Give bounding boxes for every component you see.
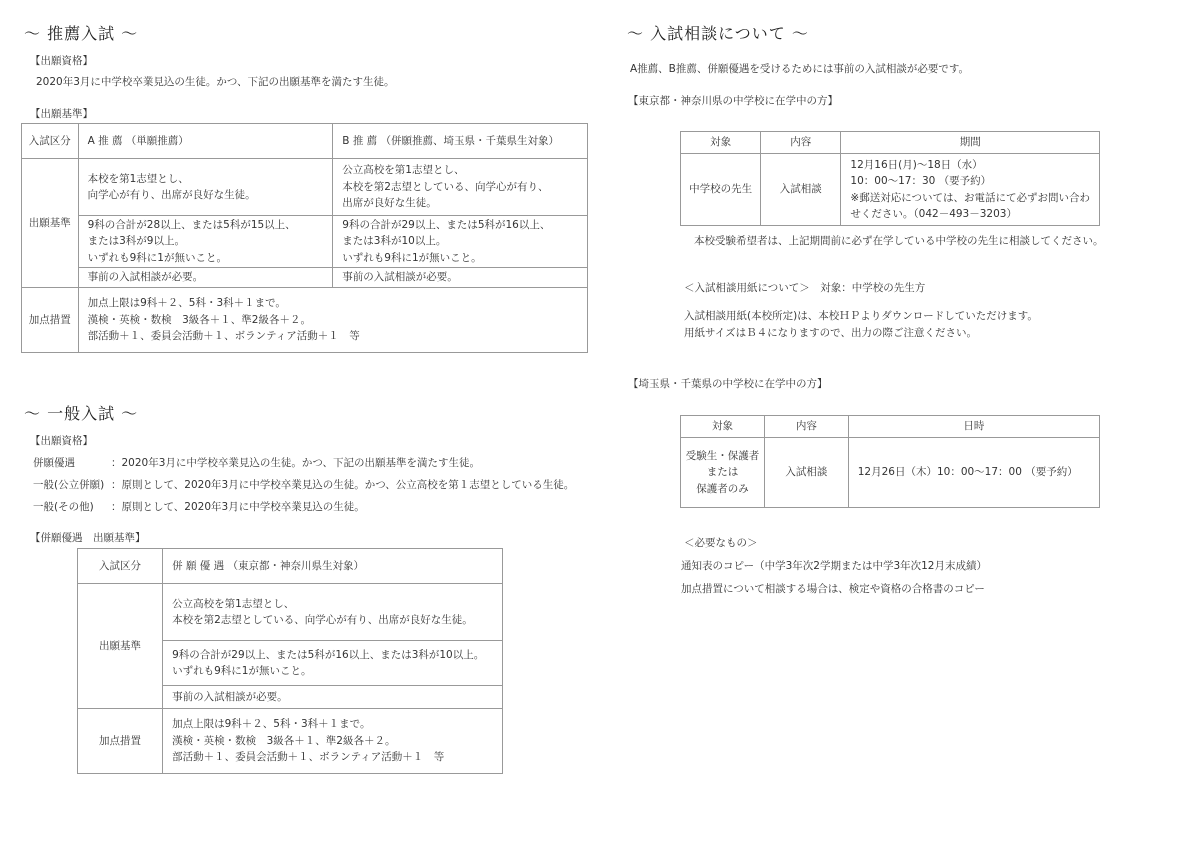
header-content: 内容: [764, 416, 848, 438]
header-b-recommend: B 推 薦 （併願推薦、埼玉県・千葉県生対象）: [333, 124, 588, 159]
recommend-title: ～ 推薦入試 ～: [24, 24, 139, 43]
needs-item: 加点措置について相談する場合は、検定や資格の合格書のコピー: [681, 583, 985, 595]
general-title: ～ 一般入試 ～: [24, 404, 139, 423]
cell-heigan-katen: 加点上限は9科＋２、5科・3科＋１まで。 漢検・英検・数検 3級各＋１、準2級各＋２。 部活動＋１、委員会活動＋１、ボランティア活動＋１ 等: [163, 709, 503, 774]
row-label-katen: 加点措置: [78, 709, 163, 774]
recommend-table: [21, 123, 588, 353]
cell-a-motivation: 本校を第1志望とし、 向学心が有り、出席が良好な生徒。: [78, 159, 333, 216]
cell-content: 入試相談: [761, 154, 841, 226]
general-qual-name: 一般(公立併願): [33, 479, 105, 491]
header-content: 内容: [761, 132, 841, 154]
tokyo-note: 本校受験希望者は、上記期間前に必ず在学している中学校の先生に相談してください。: [694, 235, 1104, 247]
cell-content: 入試相談: [764, 438, 848, 508]
general-qual-row: [33, 477, 574, 492]
cell-b-grades: 9科の合計が29以上、または5科が16以上、 または3科が10以上。 いずれも9科に1が無いこと。: [333, 216, 588, 268]
cell-date: 12月26日（木）10：00～17：00 （要予約）: [848, 438, 1099, 508]
needs-heading: ＜必要なもの＞: [684, 537, 758, 549]
cell-b-motivation: 公立高校を第1志望とし、 本校を第2志望としている、向学心が有り、 出席が良好な生徒。: [333, 159, 588, 216]
saitama-table: [680, 415, 1100, 508]
cell-a-consult: 事前の入試相談が必要。: [78, 268, 333, 288]
heigan-table: [77, 548, 503, 774]
general-qual-label: 【出願資格】: [30, 435, 93, 447]
recommend-criteria-label: 【出願基準】: [30, 108, 93, 120]
cell-katen: 加点上限は9科＋２、5科・3科＋１まで。 漢検・英検・数検 3級各＋１、準2級各＋２。 部活動＋１、委員会活動＋１、ボランティア活動＋１ 等: [78, 288, 587, 353]
tokyo-table: [680, 131, 1100, 226]
cell-heigan-motivation: 公立高校を第1志望とし、 本校を第2志望としている、向学心が有り、出席が良好な生徒。: [163, 584, 503, 641]
consult-intro: A推薦、B推薦、併願優遇を受けるためには事前の入試相談が必要です。: [630, 63, 970, 75]
form-heading: ＜入試相談用紙について＞ 対象：中学校の先生方: [684, 282, 926, 294]
needs-item: 通知表のコピー（中学3年次2学期または中学3年次12月末成績）: [681, 560, 987, 572]
cell-heigan-grades: 9科の合計が29以上、または5科が16以上、または3科が10以上。 いずれも9科に1が無いこと。: [163, 641, 503, 686]
header-a-recommend: A 推 薦 （単願推薦）: [78, 124, 333, 159]
header-heigan: 併 願 優 遇 （東京都・神奈川県生対象）: [163, 549, 503, 584]
saitama-label: 【埼玉県・千葉県の中学校に在学中の方】: [628, 378, 828, 390]
cell-target: 中学校の先生: [681, 154, 761, 226]
consult-title: ～ 入試相談について ～: [627, 24, 809, 43]
recommend-qual-text: 2020年3月に中学校卒業見込の生徒。かつ、下記の出願基準を満たす生徒。: [36, 76, 395, 88]
form-line: 用紙サイズはＢ４になりますので、出力の際ご注意ください。: [684, 327, 977, 339]
general-criteria-label: 【併願優遇 出願基準】: [30, 532, 146, 544]
general-qual-row: [33, 499, 365, 514]
header-target: 対象: [681, 416, 765, 438]
header-kubun: 入試区分: [78, 549, 163, 584]
cell-heigan-consult: 事前の入試相談が必要。: [163, 686, 503, 709]
header-date: 日時: [848, 416, 1099, 438]
cell-period: 12月16日(月)～18日（水） 10：00～17：30 （要予約） ※郵送対応については、お電話にて必ずお問い合わ せください。（042－493－3203）: [841, 154, 1100, 226]
header-period: 期間: [841, 132, 1100, 154]
general-qual-row: [33, 455, 480, 470]
header-target: 対象: [681, 132, 761, 154]
row-label-kijun: 出願基準: [22, 159, 79, 288]
header-kubun: 入試区分: [22, 124, 79, 159]
general-qual-desc: ：2020年3月に中学校卒業見込の生徒。かつ、下記の出願基準を満たす生徒。: [111, 457, 480, 469]
cell-a-grades: 9科の合計が28以上、または5科が15以上、 または3科が9以上。 いずれも9科に1が無いこと。: [78, 216, 333, 268]
general-qual-desc: ：原則として、2020年3月に中学校卒業見込の生徒。かつ、公立高校を第１志望としている生徒。: [111, 479, 575, 491]
row-label-katen: 加点措置: [22, 288, 79, 353]
general-qual-name: 一般(その他): [33, 501, 94, 513]
cell-b-consult: 事前の入試相談が必要。: [333, 268, 588, 288]
form-line: 入試相談用紙(本校所定)は、本校ＨＰよりダウンロードしていただけます。: [684, 310, 1038, 322]
general-qual-desc: ：原則として、2020年3月に中学校卒業見込の生徒。: [111, 501, 365, 513]
recommend-qual-label: 【出願資格】: [30, 55, 93, 67]
row-label-kijun: 出願基準: [78, 584, 163, 709]
tokyo-label: 【東京都・神奈川県の中学校に在学中の方】: [628, 95, 838, 107]
general-qual-name: 併願優遇: [33, 457, 75, 469]
cell-target: 受験生・保護者 または 保護者のみ: [681, 438, 765, 508]
